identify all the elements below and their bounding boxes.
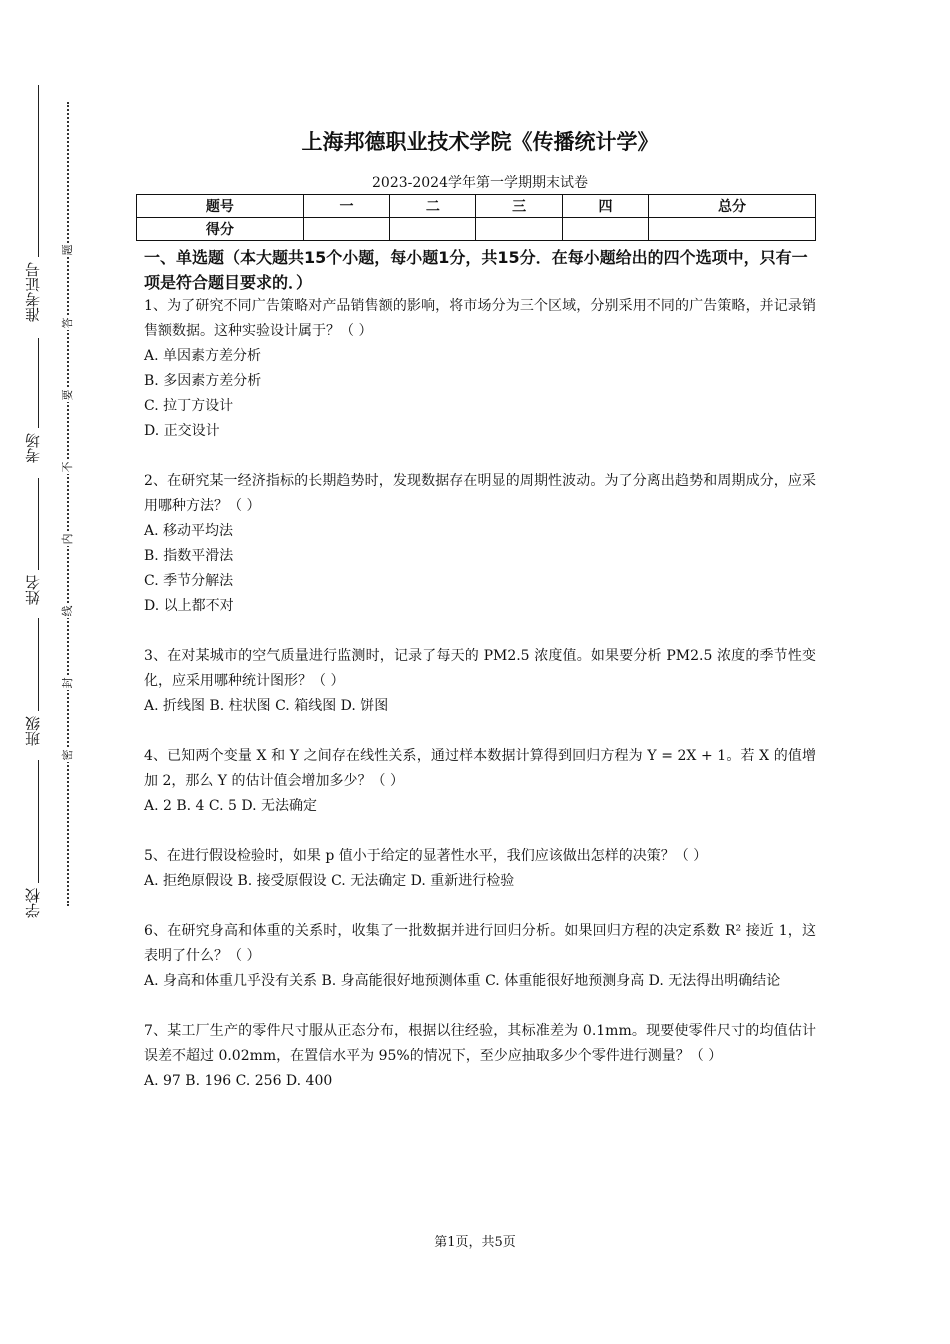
question-option: A. 拒绝原假设 B. 接受原假设 C. 无法确定 D. 重新进行检验: [144, 873, 515, 889]
question-7: [144, 1019, 816, 1094]
question-1: [144, 294, 816, 444]
score-blank-cell[interactable]: [562, 218, 648, 241]
exam-number-label: 准考证号: [24, 262, 42, 322]
seal-char: 题: [61, 244, 74, 256]
question-5: [144, 844, 816, 894]
score-table-header-row: [137, 195, 816, 218]
class-line: [38, 618, 39, 711]
question-option: A. 身高和体重几乎没有关系 B. 身高能很好地预测体重 C. 体重能很好地预测身高 D. 无法得出明确结论: [144, 973, 781, 989]
exam-title: 上海邦德职业技术学院《传播统计学》: [301, 130, 659, 154]
question-option: C. 拉丁方设计: [144, 398, 234, 414]
question-option: A. 2 B. 4 C. 5 D. 无法确定: [144, 798, 318, 814]
seal-char: 要: [61, 389, 74, 401]
seal-char: 封: [61, 677, 74, 689]
seal-char: 不: [61, 461, 74, 473]
question-stem: 4、已知两个变量 X 和 Y 之间存在线性关系，通过样本数据计算得到回归方程为 Y = 2X + 1。若 X 的值增加 2，那么 Y 的估计值会增加多少？（ ）: [144, 748, 816, 789]
score-blank-cell[interactable]: [476, 218, 562, 241]
exam-number-line: [38, 85, 39, 257]
question-option: D. 正交设计: [144, 423, 220, 439]
exam-room-label: 考场: [24, 433, 42, 463]
question-stem: 1、为了研究不同广告策略对产品销售额的影响，将市场分为三个区域，分别采用不同的广告策略，并记录销售额数据。这种实验设计属于？（ ）: [144, 298, 816, 339]
score-header-cell: 四: [562, 195, 648, 218]
question-option: D. 以上都不对: [144, 598, 234, 614]
question-6: [144, 919, 816, 994]
score-blank-cell[interactable]: [649, 218, 816, 241]
page-footer: 第1页，共5页: [434, 1235, 516, 1250]
score-header-cell: 二: [390, 195, 476, 218]
score-blank-cell[interactable]: [390, 218, 476, 241]
school-line: [38, 760, 39, 883]
school-label: 学校: [24, 888, 42, 918]
score-blank-cell[interactable]: [303, 218, 389, 241]
binding-margin: [0, 0, 100, 1344]
score-header-cell: 一: [303, 195, 389, 218]
exam-subtitle: 2023-2024学年第一学期期末试卷: [372, 175, 588, 191]
score-table: [136, 194, 816, 241]
section-heading: 一、单选题（本大题共15个小题，每小题1分，共15分．在每小题给出的四个选项中，只有一项是符合题目要求的．）: [144, 248, 808, 292]
score-header-cell: 题号: [137, 195, 304, 218]
question-2: [144, 469, 816, 619]
score-header-cell: 三: [476, 195, 562, 218]
question-option: A. 单因素方差分析: [144, 348, 262, 364]
question-stem: 2、在研究某一经济指标的长期趋势时，发现数据存在明显的周期性波动。为了分离出趋势和周期成分，应采用哪种方法？（ ）: [144, 473, 816, 514]
question-stem: 3、在对某城市的空气质量进行监测时，记录了每天的 PM2.5 浓度值。如果要分析 PM2.5 浓度的季节性变化，应采用哪种统计图形？（ ）: [144, 648, 816, 689]
class-label: 班级: [24, 716, 42, 746]
seal-char: 内: [61, 533, 74, 545]
question-list: [144, 294, 816, 1119]
question-4: [144, 744, 816, 819]
question-stem: 6、在研究身高和体重的关系时，收集了一批数据并进行回归分析。如果回归方程的决定系数 R² 接近 1，这表明了什么？（ ）: [144, 923, 816, 964]
score-header-cell: 总分: [649, 195, 816, 218]
score-label-cell: 得分: [137, 218, 304, 241]
question-stem: 5、在进行假设检验时，如果 p 值小于给定的显著性水平，我们应该做出怎样的决策？（ ）: [144, 848, 708, 864]
question-option: B. 指数平滑法: [144, 548, 234, 564]
question-option: B. 多因素方差分析: [144, 373, 262, 389]
exam-room-line: [38, 338, 39, 428]
question-option: C. 季节分解法: [144, 573, 234, 589]
name-label: 姓名: [24, 575, 42, 605]
score-table-score-row: [137, 218, 816, 241]
name-line: [38, 478, 39, 570]
question-option: A. 折线图 B. 柱状图 C. 箱线图 D. 饼图: [144, 698, 389, 714]
seal-char: 答: [61, 317, 74, 329]
seal-char: 线: [61, 605, 74, 617]
question-option: A. 97 B. 196 C. 256 D. 400: [144, 1073, 333, 1089]
question-option: A. 移动平均法: [144, 523, 234, 539]
seal-char: 密: [61, 749, 74, 761]
seal-dotted-line: [67, 102, 69, 906]
question-stem: 7、某工厂生产的零件尺寸服从正态分布，根据以往经验，其标准差为 0.1mm。现要使零件尺寸的均值估计误差不超过 0.02mm，在置信水平为 95%的情况下，至少应抽取多少个零件进行测量？（ ）: [144, 1023, 816, 1064]
question-3: [144, 644, 816, 719]
